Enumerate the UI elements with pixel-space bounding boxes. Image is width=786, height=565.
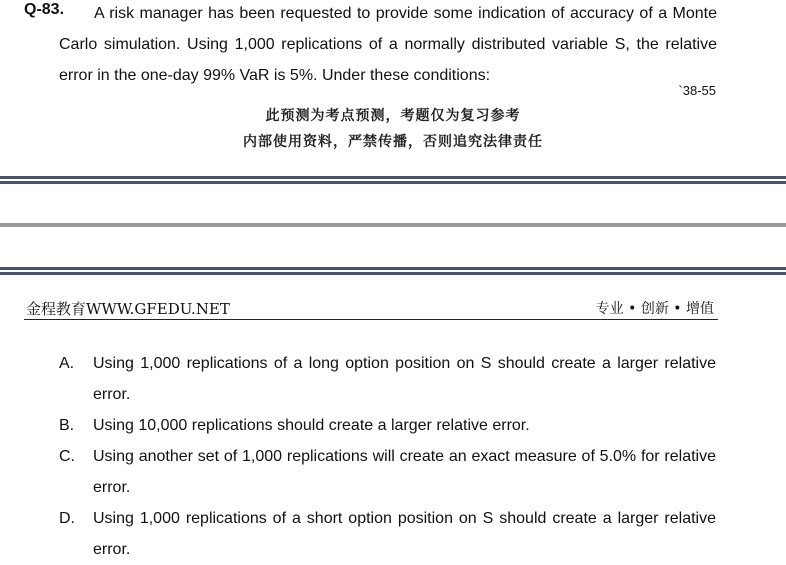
option-c — [0, 441, 786, 503]
option-a — [0, 348, 786, 410]
option-text: Using another set of 1,000 replications will create an exact measure of 5.0% for relative error. — [93, 448, 716, 496]
page-break-rule — [0, 176, 786, 179]
option-d — [0, 503, 786, 565]
watermark-line-2: 内部使用资料，严禁传播，否则追究法律责任 — [243, 134, 543, 150]
option-letter: D. — [59, 510, 75, 527]
option-letter: C. — [59, 448, 75, 465]
option-b — [0, 410, 786, 441]
header-slogan: 专业 • 创新 • 增值 — [595, 301, 714, 317]
page-number: `38-55 — [678, 83, 716, 98]
question-text: A risk manager has been requested to provide some indication of accuracy of a Monte Carlo simulation. Using 1,000 replications of a normally distributed variable S, the relative error in the one-day 99% VaR is 5%. Under these conditions: — [59, 5, 717, 84]
question-number: Q-83. — [24, 1, 65, 18]
page-break-rule — [0, 267, 786, 270]
page-gap-divider — [0, 223, 786, 227]
header-underline — [24, 319, 718, 320]
answer-options — [0, 348, 786, 565]
option-letter: A. — [59, 355, 75, 372]
page-break-rule — [0, 272, 786, 275]
watermark-line-1: 此预测为考点预测，考题仅为复习参考 — [265, 108, 521, 124]
page-break-rule — [0, 181, 786, 184]
option-letter: B. — [59, 417, 75, 434]
option-text: Using 1,000 replications of a long option position on S should create a larger relative error. — [93, 355, 716, 403]
option-text: Using 10,000 replications should create a larger relative error. — [93, 417, 530, 434]
header-brand: 金程教育WWW.GFEDU.NET — [26, 300, 230, 318]
option-text: Using 1,000 replications of a short option position on S should create a larger relative error. — [93, 510, 716, 558]
